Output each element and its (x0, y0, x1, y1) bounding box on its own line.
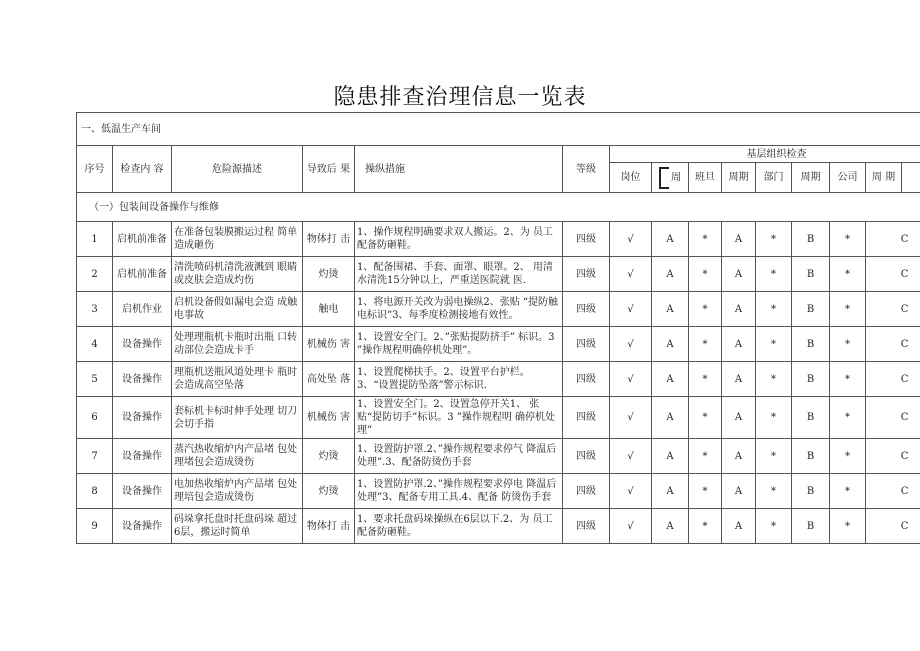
row-c1: A (652, 509, 689, 544)
row-c3: A (722, 257, 756, 292)
row-c7: C (866, 327, 920, 362)
row-c4: * (756, 257, 792, 292)
row-result: 灼烫 (303, 474, 355, 509)
row-desc: 电加热收缩炉内产品堵 包处理培包会造成烫伤 (172, 474, 303, 509)
row-no: 8 (77, 474, 113, 509)
header-period-2: 周期 (722, 163, 756, 193)
row-measures: 1、设置防护罩.2、”操作规程要求停气 降温后处理”.3、配备防烫伤手套 (355, 439, 563, 474)
table-row (77, 439, 920, 474)
row-c1: A (652, 474, 689, 509)
row-c7: C (866, 474, 920, 509)
section-title: 一、低温生产车间 (77, 113, 920, 146)
table-row (77, 222, 920, 257)
row-result: 机械伤 害 (303, 397, 355, 439)
table-row (77, 397, 920, 439)
row-item: 启机前准备 (113, 257, 172, 292)
row-c3: A (722, 397, 756, 439)
row-c2: * (689, 439, 722, 474)
row-c2: * (689, 222, 722, 257)
row-c6: * (830, 397, 866, 439)
row-result: 灼烫 (303, 439, 355, 474)
table-row (77, 257, 920, 292)
row-c5: B (792, 474, 830, 509)
page-title: 隐患排查治理信息一览表 (333, 85, 587, 110)
row-level: 四级 (563, 292, 610, 327)
row-post: √ (610, 362, 652, 397)
row-c6: * (830, 327, 866, 362)
row-post: √ (610, 474, 652, 509)
row-desc: 清洗喷码机清洗液溅到 眼睛或皮肤会造成灼伤 (172, 257, 303, 292)
row-result: 物体打 击 (303, 509, 355, 544)
row-no: 9 (77, 509, 113, 544)
table-row (77, 327, 920, 362)
header-item: 检查内 容 (113, 146, 172, 193)
row-c3: A (722, 509, 756, 544)
row-c4: * (756, 327, 792, 362)
row-c5: B (792, 397, 830, 439)
row-level: 四级 (563, 222, 610, 257)
table-row (77, 474, 920, 509)
row-desc: 理瓶机送瓶风道处理卡 瓶时会造成高空坠落 (172, 362, 303, 397)
row-c6: * (830, 439, 866, 474)
row-result: 机械伤 害 (303, 327, 355, 362)
header-period-1: 周 (652, 163, 689, 193)
row-no: 2 (77, 257, 113, 292)
row-c4: * (756, 397, 792, 439)
row-c1: A (652, 222, 689, 257)
row-c4: * (756, 439, 792, 474)
row-no: 1 (77, 222, 113, 257)
row-desc: 在准备包装膜搬运过程 简单造成砸伤 (172, 222, 303, 257)
row-c2: * (689, 257, 722, 292)
row-no: 3 (77, 292, 113, 327)
header-desc: 危险源描述 (172, 146, 303, 193)
row-post: √ (610, 257, 652, 292)
row-measures: 1、将电源开关改为弱电操纵2、张贴 “提防触电标识”3、每季度检测接地有效性。 (355, 292, 563, 327)
table-row (77, 362, 920, 397)
row-c3: A (722, 327, 756, 362)
row-c6: * (830, 222, 866, 257)
hazard-table (76, 112, 920, 544)
row-c6: * (830, 257, 866, 292)
header-row-1 (77, 146, 920, 163)
header-group: 基层组织检查 (610, 146, 920, 163)
row-post: √ (610, 222, 652, 257)
row-no: 6 (77, 397, 113, 439)
row-c3: A (722, 474, 756, 509)
row-item: 设备操作 (113, 439, 172, 474)
row-level: 四级 (563, 439, 610, 474)
row-c2: * (689, 397, 722, 439)
row-level: 四级 (563, 257, 610, 292)
header-dept: 部门 (756, 163, 792, 193)
row-c6: * (830, 474, 866, 509)
header-post: 岗位 (610, 163, 652, 193)
header-company: 公司 (830, 163, 866, 193)
row-c7: C (866, 257, 920, 292)
row-c5: B (792, 292, 830, 327)
row-c7: C (866, 509, 920, 544)
row-c2: * (689, 362, 722, 397)
row-c4: * (756, 222, 792, 257)
row-c6: * (830, 292, 866, 327)
subsection-row (77, 193, 920, 222)
row-c4: * (756, 509, 792, 544)
row-measures: 1、设置安全门。2、”张贴提防挤手” 标识。3 ”操作规程明确停机处理”。 (355, 327, 563, 362)
row-measures: 1、要求托盘码垛操纵在6层以下.2、为 员工配备防砸鞋。 (355, 509, 563, 544)
row-post: √ (610, 397, 652, 439)
header-result: 导致后 果 (303, 146, 355, 193)
header-period-4: 周 期 (866, 163, 902, 193)
row-measures: 1、设置爬梯扶手。2、设置平台护栏。 3、“设置提防坠落”警示标识. (355, 362, 563, 397)
row-level: 四级 (563, 509, 610, 544)
row-c2: * (689, 292, 722, 327)
row-item: 设备操作 (113, 474, 172, 509)
row-level: 四级 (563, 327, 610, 362)
row-level: 四级 (563, 397, 610, 439)
row-c7: C (866, 439, 920, 474)
row-post: √ (610, 509, 652, 544)
table-row (77, 509, 920, 544)
row-item: 启机前准备 (113, 222, 172, 257)
row-result: 高处坠 落 (303, 362, 355, 397)
bracket-mark (659, 167, 669, 189)
row-c6: * (830, 509, 866, 544)
row-c3: A (722, 439, 756, 474)
row-level: 四级 (563, 362, 610, 397)
row-c5: B (792, 362, 830, 397)
row-no: 5 (77, 362, 113, 397)
row-c2: * (689, 509, 722, 544)
header-seq: 序号 (77, 146, 113, 193)
row-item: 设备操作 (113, 362, 172, 397)
header-measures: 操纵措施 (355, 146, 563, 193)
header-level: 等级 (563, 146, 610, 193)
row-measures: 1、配备围裙、手套、面罩、眼罩。2、 用清水清洗15分钟以上，严重送医院就 医. (355, 257, 563, 292)
row-measures: 1、操作规程明确要求双人搬运。2、为 员工配备防砸鞋。 (355, 222, 563, 257)
row-c5: B (792, 257, 830, 292)
row-c5: B (792, 327, 830, 362)
row-item: 设备操作 (113, 397, 172, 439)
row-no: 4 (77, 327, 113, 362)
row-result: 触电 (303, 292, 355, 327)
row-c1: A (652, 397, 689, 439)
row-c3: A (722, 222, 756, 257)
row-c1: A (652, 439, 689, 474)
row-post: √ (610, 327, 652, 362)
subsection-title: （一）包装间设备操作与维修 (77, 193, 920, 222)
row-post: √ (610, 292, 652, 327)
row-measures: 1、设置防护罩.2、”操作规程要求停电 降温后处理”3、配备专用工具.4、配备 防烫伤手套 (355, 474, 563, 509)
row-desc: 启机设备假如漏电会造 成触电事故 (172, 292, 303, 327)
row-c7: C (866, 362, 920, 397)
row-c4: * (756, 474, 792, 509)
row-desc: 码垛拿托盘时托盘码垛 超过6层，搬运时简单 (172, 509, 303, 544)
row-c5: B (792, 509, 830, 544)
row-post: √ (610, 439, 652, 474)
row-c7: C (866, 292, 920, 327)
row-c5: B (792, 439, 830, 474)
row-result: 灼烫 (303, 257, 355, 292)
header-period-3: 周期 (792, 163, 830, 193)
row-c2: * (689, 474, 722, 509)
row-c4: * (756, 362, 792, 397)
row-c5: B (792, 222, 830, 257)
row-c3: A (722, 292, 756, 327)
row-c6: * (830, 362, 866, 397)
row-c7: C (866, 222, 920, 257)
row-item: 设备操作 (113, 327, 172, 362)
row-c7: C (866, 397, 920, 439)
row-no: 7 (77, 439, 113, 474)
table-row (77, 292, 920, 327)
row-measures: 1、设置安全门。2、设置急停开关1、 张贴“提防切手”标识。3 ”操作规程明 确停机处理” (355, 397, 563, 439)
row-desc: 处理理瓶机卡瓶时出瓶 口转动部位会造成卡手 (172, 327, 303, 362)
row-c1: A (652, 257, 689, 292)
row-desc: 蒸汽热收缩炉内产品堵 包处理堵包会造成烫伤 (172, 439, 303, 474)
row-c4: * (756, 292, 792, 327)
row-c3: A (722, 362, 756, 397)
row-c2: * (689, 327, 722, 362)
row-level: 四级 (563, 474, 610, 509)
row-result: 物体打 击 (303, 222, 355, 257)
row-c1: A (652, 292, 689, 327)
row-c1: A (652, 362, 689, 397)
section-row (77, 113, 920, 146)
row-item: 启机作业 (113, 292, 172, 327)
header-team: 班旦 (689, 163, 722, 193)
row-desc: 套标机卡标时伸手处理 切刀会切手指 (172, 397, 303, 439)
row-item: 设备操作 (113, 509, 172, 544)
row-c1: A (652, 327, 689, 362)
